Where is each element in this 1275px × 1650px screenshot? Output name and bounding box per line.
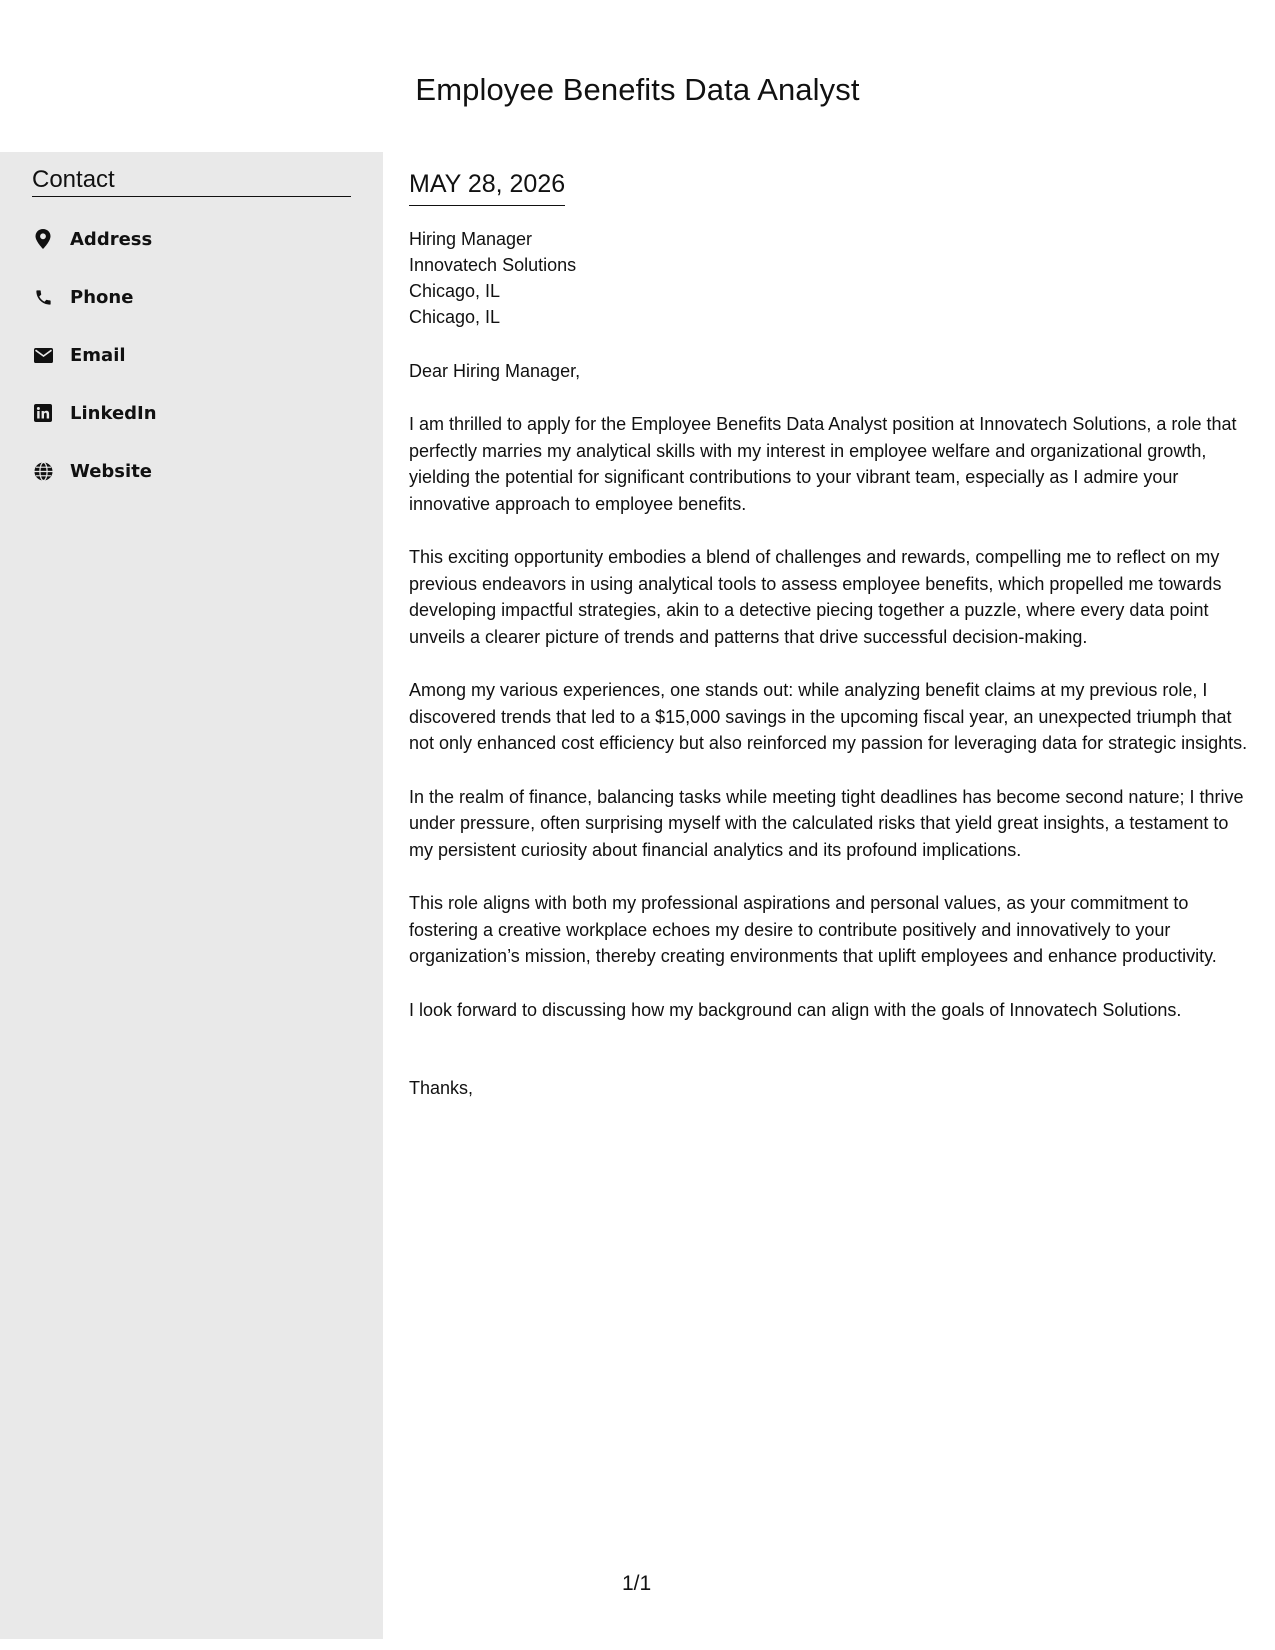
letter-paragraph: I am thrilled to apply for the Employee Benefits Data Analyst position at Innovatech Solutions, a role that perfectly marries my analytical skills with my interest in employee welfare and organizational growth, yielding the potential for significant contributions to your vibrant team, especially as I admire your innovative approach to employee benefits.	[409, 414, 1237, 514]
letter-body	[409, 152, 1249, 1101]
contact-label-email: Email	[70, 344, 126, 366]
contact-item-phone	[32, 268, 157, 326]
recipient-line: Innovatech Solutions	[409, 255, 577, 275]
recipient-line: Hiring Manager	[409, 229, 533, 249]
contact-heading: Contact	[32, 166, 351, 197]
location-pin-icon	[32, 228, 54, 250]
salutation: Dear Hiring Manager,	[409, 361, 581, 381]
letter-paragraph: In the realm of finance, balancing tasks while meeting tight deadlines has become second nature; I thrive under pressure, often surprising myself with the calculated risks that yield great insights, a testament to my persistent curiosity about financial analytics and its profound implications.	[409, 786, 1244, 860]
contact-label-address: Address	[70, 228, 153, 250]
linkedin-icon	[32, 402, 54, 424]
letter-paragraph: I look forward to discussing how my background can align with the goals of Innovatech Solutions.	[409, 999, 1182, 1020]
contact-label-website: Website	[70, 460, 153, 482]
letter-paragraph: Among my various experiences, one stands out: while analyzing benefit claims at my previous role, I discovered trends that led to a $15,000 savings in the upcoming fiscal year, an unexpected triumph that not only enhanced cost efficiency but also reinforced my passion for leveraging data for strategic insights.	[409, 680, 1248, 753]
contact-item-address	[32, 210, 157, 268]
contact-list	[32, 210, 157, 500]
phone-icon	[32, 286, 54, 308]
recipient-line: Chicago, IL	[409, 307, 501, 327]
letter-date: MAY 28, 2026	[409, 170, 565, 206]
contact-item-email	[32, 326, 157, 384]
contact-sidebar	[0, 152, 383, 1639]
page-title: Employee Benefits Data Analyst	[415, 72, 860, 107]
globe-icon	[32, 460, 54, 482]
contact-item-linkedin	[32, 384, 157, 442]
envelope-icon	[32, 344, 54, 366]
recipient-block	[409, 226, 1249, 330]
contact-item-website	[32, 442, 157, 500]
closing: Thanks,	[409, 1078, 474, 1098]
letter-paragraph: This exciting opportunity embodies a blend of challenges and rewards, compelling me to reflect on my previous endeavors in using analytical tools to assess employee benefits, which propelled me towards developing impactful strategies, akin to a detective piecing together a puzzle, where every data point unveils a clearer picture of trends and patterns that drive successful decision-making.	[409, 547, 1222, 647]
contact-label-linkedin: LinkedIn	[70, 402, 157, 424]
page-number: 1/1	[622, 1572, 652, 1595]
recipient-line: Chicago, IL	[409, 281, 501, 301]
letter-paragraph: This role aligns with both my professional aspirations and personal values, as your commitment to fostering a creative workplace echoes my desire to contribute positively and innovatively to your organization’s mission, thereby creating environments that uplift employees and enhance productivity.	[409, 893, 1217, 966]
contact-label-phone: Phone	[70, 286, 134, 308]
